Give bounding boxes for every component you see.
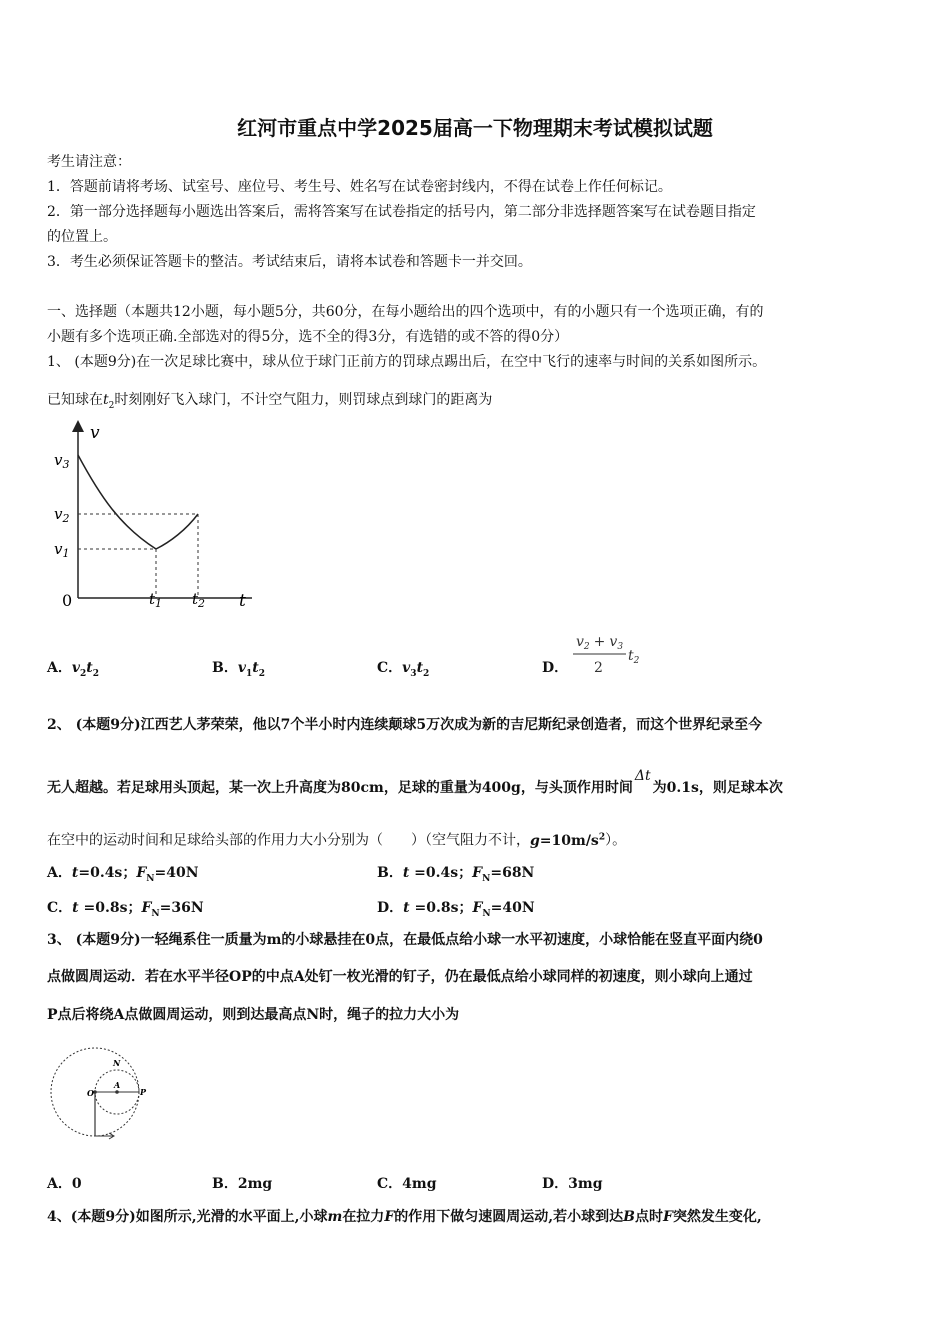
formula-v2: v <box>576 634 584 650</box>
option-label: B． <box>212 660 238 676</box>
option-f: F <box>472 900 483 916</box>
option-sub: 2 <box>92 668 100 679</box>
q1-t-sub: 2 <box>108 400 115 411</box>
q1-option-d[interactable]: D． <box>542 660 569 676</box>
q1-text: 时刻刚好飞入球门，不计空气阻力，则罚球点到球门的距离为 <box>114 392 493 408</box>
t1-label: t <box>149 590 156 608</box>
option-sub: 1 <box>245 668 253 679</box>
t1-sub: 1 <box>155 597 163 610</box>
q2-stem-line3 <box>47 827 626 851</box>
q3-stem-line2: 点做圆周运动．若在水平半径OP的中点A处钉一枚光滑的钉子，仍在最低点给小球同样的初速度，则小球向上通过 <box>47 969 753 985</box>
speed-curve <box>78 455 198 549</box>
v-axis-label: v <box>90 423 100 443</box>
option-f: F <box>141 900 152 916</box>
option-label: A． <box>47 660 72 676</box>
option-fval: =40N <box>154 865 199 881</box>
notice-heading: 考生请注意： <box>47 154 131 170</box>
formula-v3-sub: 3 <box>617 642 624 652</box>
q3-option-a[interactable] <box>47 1173 82 1193</box>
origin-label: 0 <box>62 591 73 610</box>
option-sub: N <box>482 908 491 919</box>
option-label: C． <box>47 900 73 916</box>
svg-text:v2 <box>54 505 69 525</box>
option-label: A． <box>47 1176 72 1192</box>
option-label: B． <box>377 865 403 881</box>
q3-stem-line3: P点后将绕A点做圆周运动，则到达最高点N时，绳子的拉力大小为 <box>47 1007 460 1023</box>
option-sub: N <box>151 908 160 919</box>
q3-stem-line1: 3、 (本题9分)一轻绳系住一质量为m的小球悬挂在0点，在最低点给小球一水平初速度，小球恰能在竖直平面内绕0 <box>47 932 763 948</box>
q3-circle-figure <box>47 1040 157 1140</box>
label-a: A <box>114 1080 121 1090</box>
q3-option-b[interactable] <box>212 1173 272 1193</box>
q4-text: 点时 <box>634 1209 663 1225</box>
label-p: P <box>140 1087 147 1097</box>
formula-v2-sub: 2 <box>583 642 590 652</box>
point-a <box>115 1090 119 1094</box>
v2-label: v <box>54 505 63 523</box>
q2-sup: 2 <box>598 832 606 842</box>
formula-v3: v <box>609 634 618 650</box>
q1-stem-line1: 1、 (本题9分)在一次足球比赛中，球从位于球门正前方的罚球点踢出后，在空中飞行的速率与时间的关系如图所示。 <box>47 354 767 370</box>
t-axis-label: t <box>239 591 246 611</box>
v1-sub: 1 <box>62 547 70 560</box>
option-t: t <box>71 865 79 881</box>
q2-delta-t: Δt <box>634 768 651 784</box>
v1-label: v <box>54 540 63 558</box>
option-label: A． <box>47 865 72 881</box>
q1-option-b[interactable] <box>212 657 265 679</box>
option-sub: 2 <box>258 668 265 679</box>
q4-text: 在拉力 <box>342 1209 385 1225</box>
q4-stem-line1 <box>47 1207 762 1227</box>
q4-b-symbol: B <box>623 1209 635 1225</box>
q2-text: =10m/s <box>539 832 599 849</box>
option-t: t <box>403 900 410 916</box>
option-fval: =40N <box>490 900 535 916</box>
option-sub: 2 <box>80 668 87 679</box>
option-value: 4mg <box>402 1176 437 1192</box>
option-symbol: t <box>86 660 93 676</box>
option-label: C． <box>377 660 403 676</box>
v3-sub: 3 <box>62 458 70 471</box>
q2-g-symbol: g <box>530 832 540 849</box>
q4-f-symbol: F <box>662 1209 673 1225</box>
option-sub: N <box>146 873 155 884</box>
q1-stem-line2 <box>47 390 492 416</box>
option-sub: 2 <box>423 668 430 679</box>
option-label: D． <box>377 900 404 916</box>
q4-m-symbol: m <box>327 1209 343 1225</box>
q4-text: 4、(本题9分)如图所示,光滑的水平面上,小球 <box>47 1209 328 1225</box>
q2-text: ）。 <box>605 832 627 849</box>
option-label: B． <box>212 1176 238 1192</box>
label-o: O <box>87 1088 94 1098</box>
q2-option-a[interactable] <box>47 862 199 884</box>
option-tval: =0.4s； <box>78 865 137 881</box>
option-symbol: t <box>416 660 424 676</box>
option-tval: =0.8s； <box>78 900 142 916</box>
option-fval: =68N <box>490 865 535 881</box>
notice-item: 3．考生必须保证答题卡的整洁。考试结束后，请将本试卷和答题卡一并交回。 <box>47 254 532 270</box>
q2-stem-line1: 2、 (本题9分)江西艺人茅荣荣，他以7个半小时内连续颠球5万次成为新的吉尼斯纪录创造者，而这个世界纪录至今 <box>47 717 763 733</box>
q2-text: 无人超越。若足球用头顶起，某一次上升高度为80cm，足球的重量为400g，与头顶作用时间 <box>47 780 633 796</box>
v2-sub: 2 <box>62 512 70 525</box>
option-fval: =36N <box>159 900 204 916</box>
q1-option-a[interactable] <box>47 657 99 679</box>
q2-stem-line2 <box>47 768 783 798</box>
formula-t-sub: 2 <box>633 656 640 666</box>
q2-option-b[interactable] <box>377 862 534 884</box>
notice-item: 2．第一部分选择题每小题选出答案后，需将答案写在试卷指定的括号内，第二部分非选择题答案写在试卷题目指定 <box>47 204 756 220</box>
formula-denominator: 2 <box>594 660 603 676</box>
option-tval: =0.8s； <box>409 900 473 916</box>
label-n: N <box>113 1058 121 1068</box>
option-t: t <box>72 900 79 916</box>
svg-text:t2 <box>192 590 205 610</box>
option-sub: N <box>482 873 491 884</box>
notice-item: 的位置上。 <box>47 229 117 245</box>
svg-text:v3 <box>54 451 69 471</box>
q1-option-c[interactable] <box>377 657 429 679</box>
svg-text:t2 <box>628 648 640 666</box>
q2-text: 为0.1s，则足球本次 <box>652 780 783 796</box>
section-line: 小题有多个选项正确.全部选对的得5分，选不全的得3分，有选错的或不答的得0分） <box>47 329 569 345</box>
option-symbol: v <box>237 660 246 676</box>
q3-option-d[interactable] <box>542 1173 602 1193</box>
svg-text:v2+v3 <box>576 634 623 652</box>
q2-text: 在空中的运动时间和足球给头部的作用力大小分别为（ ）（空气阻力不计， <box>47 832 530 849</box>
option-label: D． <box>542 1176 569 1192</box>
q4-text: 突然发生变化, <box>672 1209 762 1225</box>
option-symbol: t <box>252 660 259 676</box>
option-sub: 3 <box>410 668 417 679</box>
option-symbol: v <box>402 660 411 676</box>
formula-plus: + <box>593 634 606 650</box>
q1-velocity-time-graph <box>40 418 265 616</box>
option-value: 2mg <box>237 1176 273 1192</box>
section-line: 一、选择题（本题共12小题，每小题5分，共60分，在每小题给出的四个选项中，有的小题只有一个选项正确，有的 <box>47 304 764 320</box>
q1-t-symbol: t <box>103 392 109 408</box>
option-tval: =0.4s； <box>409 865 473 881</box>
option-value: 3mg <box>568 1176 603 1192</box>
t2-label: t <box>192 590 199 608</box>
formula-t: t <box>628 648 634 664</box>
q2-option-c[interactable] <box>47 897 204 919</box>
option-value: 0 <box>71 1176 82 1192</box>
notice-item: 1．答题前请将考场、试室号、座位号、考生号、姓名写在试卷密封线内，不得在试卷上作任何标记。 <box>47 179 672 195</box>
option-f: F <box>472 865 483 881</box>
q1-option-d-formula <box>570 630 650 680</box>
option-symbol: v <box>71 660 81 676</box>
v3-label: v <box>54 451 63 469</box>
t2-sub: 2 <box>198 597 206 610</box>
q1-text: 已知球在 <box>47 392 103 408</box>
option-t: t <box>402 865 410 881</box>
svg-text:v1 <box>54 540 69 560</box>
q2-option-d[interactable] <box>377 897 535 919</box>
exam-title: 红河市重点中学2025届高一下物理期末考试模拟试题 <box>237 116 713 140</box>
q4-f-symbol: F <box>384 1209 395 1225</box>
option-label: C． <box>377 1176 403 1192</box>
q4-text: 的作用下做匀速圆周运动,若小球到达 <box>394 1209 624 1225</box>
option-f: F <box>136 865 147 881</box>
q3-option-c[interactable] <box>377 1173 437 1193</box>
